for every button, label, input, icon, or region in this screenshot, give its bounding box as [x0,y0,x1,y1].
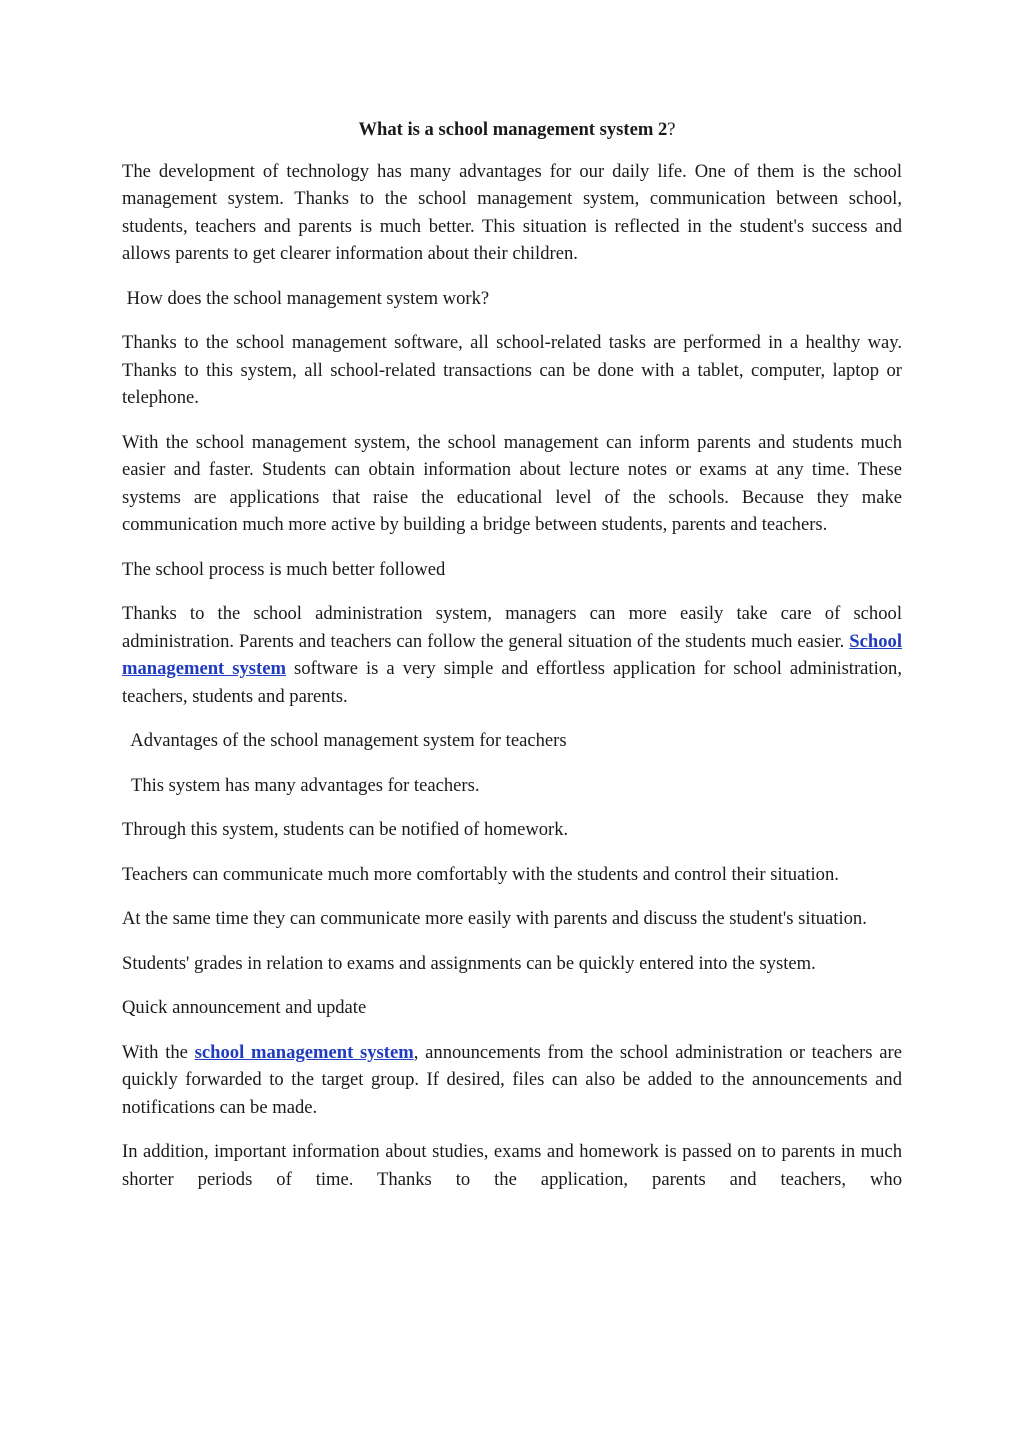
document-title-suffix: ? [667,119,676,140]
paragraph-administration-start: Thanks to the school administration system, managers can more easily take care of school administration. Parents and teachers can follow the general situation of the students much easier. [122,603,902,652]
paragraph-additional-info: In addition, important information about studies, exams and homework is passed on to parents in much shorter periods of time. Thanks to the application, parents and teachers, who [122,1141,902,1190]
paragraph-announcements [122,1039,902,1122]
paragraph-communicate-students: Teachers can communicate much more comfortably with the students and control their situation. [122,863,839,885]
paragraph-announcements-end: , announcements from the school administration or teachers are quickly forwarded to the target group. If desired, files can also be added to the announcements and notifications can be made. [122,1041,902,1118]
school-management-system-link-1[interactable]: School management system [122,630,902,679]
intro-paragraph: The development of technology has many advantages for our daily life. One of them is the school management system. Thanks to the school management system, communication between school, students, teachers and parents is much better. This situation is reflected in the student's success and allows parents to get clearer information about their children. [122,160,902,264]
section-heading-announcement: Quick announcement and update [122,997,367,1018]
paragraph-software-tasks: Thanks to the school management software, all school-related tasks are performed in a healthy way. Thanks to this system, all school-related transactions can be done with a tablet, computer, laptop or telephone. [122,332,902,408]
paragraph-inform-parents: With the school management system, the school management can inform parents and students much easier and faster. Students can obtain information about lecture notes or exams at any time. These systems are applications that raise the educational level of the schools. Because they make communication much more active by building a bridge between students, parents and teachers. [122,431,902,535]
section-heading-process: The school process is much better followed [122,558,446,580]
section-heading-how-it-works: How does the school management system work? [122,287,490,309]
paragraph-administration-end: software is a very simple and effortless application for school administration, teachers, students and parents. [122,658,902,707]
section-heading-advantages: Advantages of the school management system for teachers [122,730,567,751]
document-title-text: What is a school management system 2 [358,119,668,140]
paragraph-announcements-start: With the [122,1041,195,1063]
paragraph-homework-notify: Through this system, students can be notified of homework. [122,819,569,840]
document-title [122,116,902,144]
paragraph-administration [122,600,902,710]
paragraph-advantages-intro: This system has many advantages for teachers. [122,774,480,796]
school-management-system-link-2[interactable]: school management system [194,1041,414,1063]
paragraph-communicate-parents: At the same time they can communicate more easily with parents and discuss the student's situation. [122,908,867,929]
document-page [122,116,902,1210]
paragraph-grades: Students' grades in relation to exams and assignments can be quickly entered into the system. [122,952,816,974]
